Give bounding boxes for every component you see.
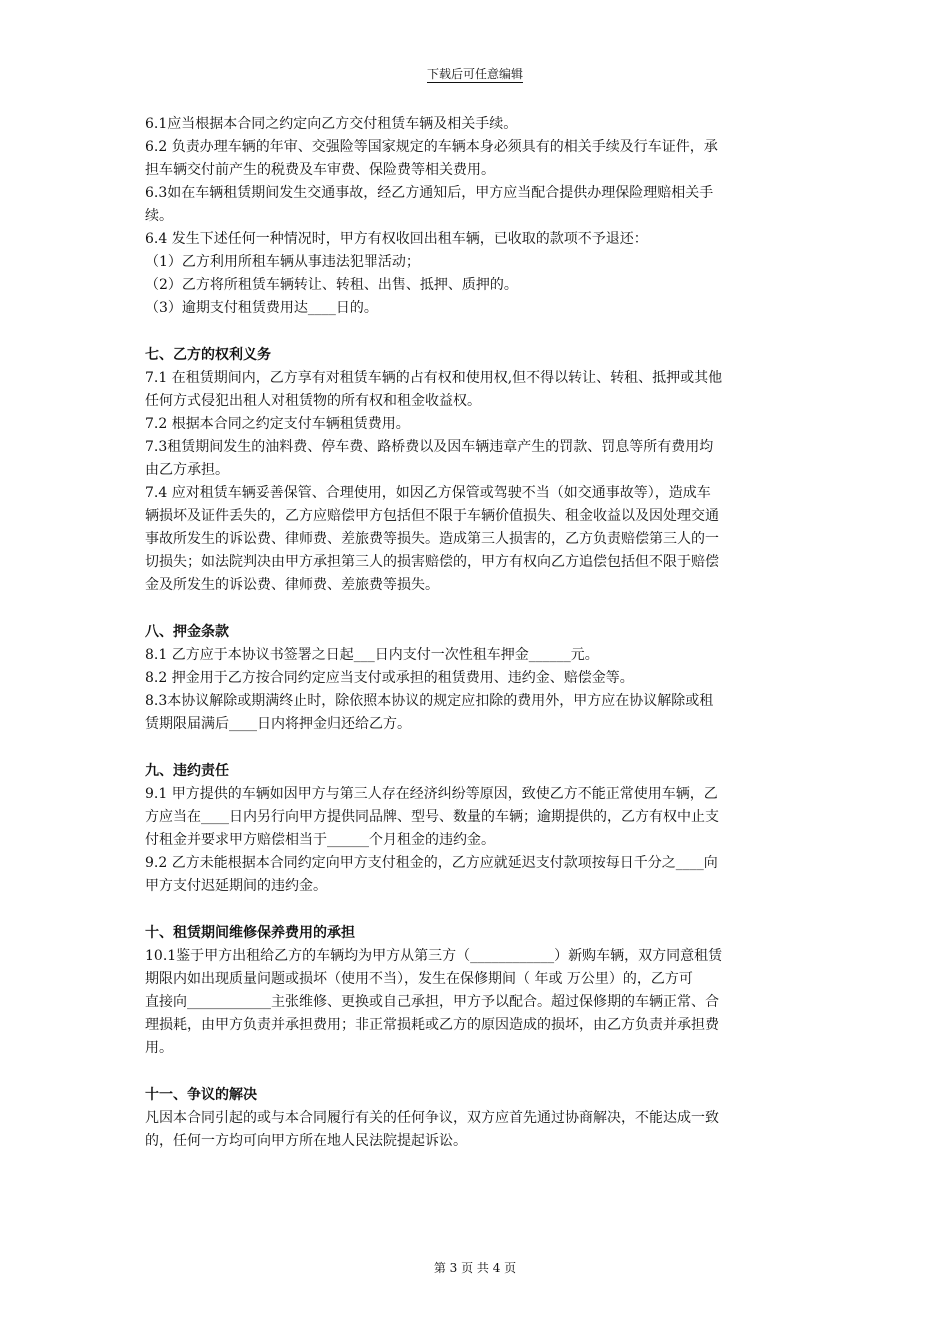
section-6 (145, 113, 809, 320)
clause-line: 10.1鉴于甲方出租给乙方的车辆均为甲方从第三方（____________）新购车辆，双方同意租赁 (145, 948, 723, 964)
clause-line: 续。 (145, 208, 173, 224)
document-body (145, 113, 809, 1153)
section-7 (145, 344, 809, 597)
clause-line: 担车辆交付前产生的税费及车审费、保险费等相关费用。 (145, 162, 495, 178)
clause-line: 8.3本协议解除或期满终止时，除依照本协议的规定应扣除的费用外，甲方应在协议解除或租 (145, 693, 714, 709)
section-spacer (145, 898, 809, 922)
clause-line: 9.1 甲方提供的车辆如因甲方与第三人存在经济纠纷等原因，致使乙方不能正常使用车辆，乙 (145, 786, 718, 802)
header-text: 下载后可任意编辑 (426, 67, 523, 81)
clause-line: 凡因本合同引起的或与本合同履行有关的任何争议，双方应首先通过协商解决，不能达成一致 (145, 1110, 719, 1126)
section-heading: 十、租赁期间维修保养费用的承担 (145, 925, 355, 941)
section-8 (145, 621, 809, 736)
list-item: （1）乙方利用所租车辆从事违法犯罪活动； (145, 254, 420, 270)
clause-line: 期限内如出现质量问题或损坏（使用不当），发生在保修期间（ 年或 万公里）的，乙方可 (145, 971, 693, 987)
section-spacer (145, 1060, 809, 1084)
clause-line: 7.4 应对租赁车辆妥善保管、合理使用，如因乙方保管或驾驶不当（如交通事故等），造成车 (145, 485, 711, 501)
clause-line: 8.2 押金用于乙方按合同约定应当支付或承担的租赁费用、违约金、赔偿金等。 (145, 670, 634, 686)
clause-line: 9.2 乙方未能根据本合同约定向甲方支付租金的，乙方应就延迟支付款项按每日千分之____向 (145, 855, 718, 871)
clause-line: 事故所发生的诉讼费、律师费、差旅费等损失。造成第三人损害的，乙方负责赔偿第三人的一 (145, 531, 719, 547)
section-10 (145, 922, 809, 1060)
clause-line: 付租金并要求甲方赔偿相当于______个月租金的违约金。 (145, 832, 495, 848)
list-item: （3）逾期支付租赁费用达____日的。 (145, 300, 378, 316)
clause-line: 辆损坏及证件丢失的，乙方应赔偿甲方包括但不限于车辆价值损失、租金收益以及因处理交通 (145, 508, 719, 524)
page-number: 第 3 页 共 4 页 (433, 1261, 517, 1275)
clause-line: 8.1 乙方应于本协议书签署之日起___日内支付一次性租车押金______元。 (145, 647, 599, 663)
clause-line: 6.3如在车辆租赁期间发生交通事故，经乙方通知后，甲方应当配合提供办理保险理赔相关手 (145, 185, 714, 201)
clause-line: 直接向____________主张维修、更换或自己承担，甲方予以配合。超过保修期的车辆正常、合 (145, 994, 719, 1010)
page-header (0, 66, 950, 82)
clause-line: 赁期限届满后____日内将押金归还给乙方。 (145, 716, 411, 732)
clause-line: 6.2 负责办理车辆的年审、交强险等国家规定的车辆本身必须具有的相关手续及行车证件，承 (145, 139, 718, 155)
section-heading: 八、押金条款 (145, 624, 229, 640)
section-11 (145, 1084, 809, 1153)
page-footer (0, 1260, 950, 1276)
clause-line: 7.1 在租赁期间内，乙方享有对租赁车辆的占有权和使用权,但不得以转让、转租、抵押或其他 (145, 370, 723, 386)
section-spacer (145, 597, 809, 621)
clause-line: 由乙方承担。 (145, 462, 229, 478)
clause-line: 甲方支付迟延期间的违约金。 (145, 878, 327, 894)
clause-line: 金及所发生的诉讼费、律师费、差旅费等损失。 (145, 577, 439, 593)
clause-line: 任何方式侵犯出租人对租赁物的所有权和租金收益权。 (145, 393, 481, 409)
clause-line: 的，任何一方均可向甲方所在地人民法院提起诉讼。 (145, 1133, 467, 1149)
section-heading: 十一、争议的解决 (145, 1087, 257, 1103)
section-spacer (145, 320, 809, 344)
clause-line: 7.2 根据本合同之约定支付车辆租赁费用。 (145, 416, 410, 432)
section-heading: 九、违约责任 (145, 763, 229, 779)
clause-line: 6.4 发生下述任何一种情况时，甲方有权收回出租车辆，已收取的款项不予退还： (145, 231, 648, 247)
clause-line: 切损失；如法院判决由甲方承担第三人的损害赔偿的，甲方有权向乙方追偿包括但不限于赔偿 (145, 554, 719, 570)
section-heading: 七、乙方的权利义务 (145, 347, 271, 363)
section-spacer (145, 736, 809, 760)
clause-line: 用。 (145, 1040, 173, 1056)
section-9 (145, 760, 809, 898)
clause-line: 6.1应当根据本合同之约定向乙方交付租赁车辆及相关手续。 (145, 116, 518, 132)
clause-line: 7.3租赁期间发生的油料费、停车费、路桥费以及因车辆违章产生的罚款、罚息等所有费用均 (145, 439, 714, 455)
list-item: （2）乙方将所租赁车辆转让、转租、出售、抵押、质押的。 (145, 277, 518, 293)
clause-line: 理损耗，由甲方负责并承担费用；非正常损耗或乙方的原因造成的损坏，由乙方负责并承担费 (145, 1017, 719, 1033)
clause-line: 方应当在____日内另行向甲方提供同品牌、型号、数量的车辆；逾期提供的，乙方有权中止支 (145, 809, 719, 825)
